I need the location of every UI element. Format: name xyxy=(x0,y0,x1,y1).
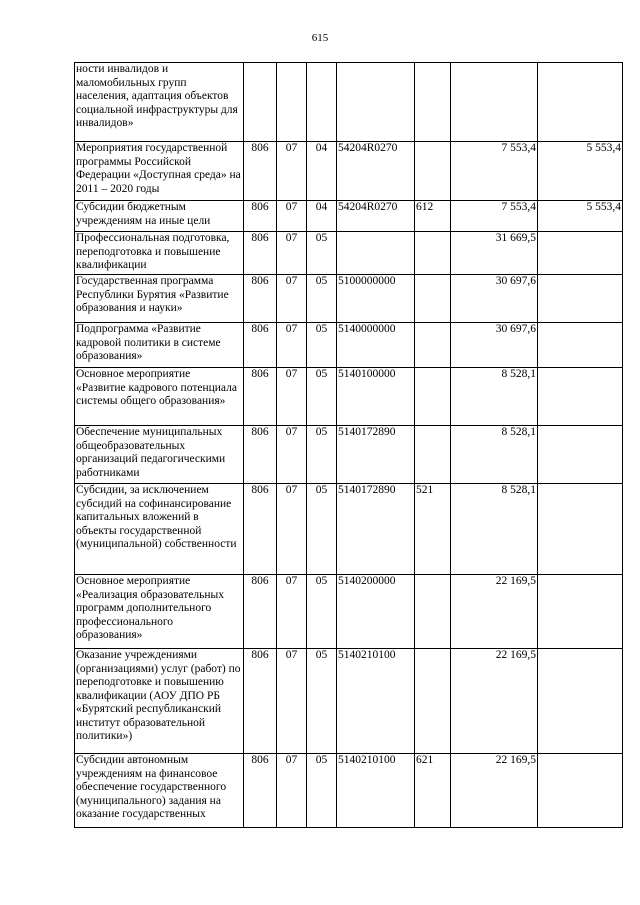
table-row xyxy=(75,484,623,575)
cell-target-article: 5140000000 xyxy=(337,323,415,368)
cell-amount xyxy=(451,63,538,142)
page-number: 615 xyxy=(311,32,329,44)
cell-amount: 8 528,1 xyxy=(451,484,538,575)
cell-expense-type xyxy=(415,575,451,649)
cell-section: 07 xyxy=(277,754,307,828)
cell-expense-type xyxy=(415,232,451,275)
cell-admin-code: 806 xyxy=(244,368,277,426)
cell-amount-federal xyxy=(538,575,623,649)
cell-target-article: 5140200000 xyxy=(337,575,415,649)
cell-subsection: 05 xyxy=(307,368,337,426)
cell-subsection: 05 xyxy=(307,649,337,754)
cell-target-article: 5140100000 xyxy=(337,368,415,426)
cell-subsection: 05 xyxy=(307,575,337,649)
cell-section: 07 xyxy=(277,368,307,426)
cell-admin-code: 806 xyxy=(244,484,277,575)
cell-section: 07 xyxy=(277,484,307,575)
cell-expense-type: 612 xyxy=(415,201,451,232)
cell-section: 07 xyxy=(277,275,307,323)
cell-name: Основное мероприятие «Развитие кадрового потенциала системы общего образования» xyxy=(75,368,244,426)
cell-expense-type: 621 xyxy=(415,754,451,828)
cell-name: Субсидии бюджетным учреждениям на иные цели xyxy=(75,201,244,232)
cell-admin-code: 806 xyxy=(244,232,277,275)
cell-admin-code: 806 xyxy=(244,142,277,201)
cell-name: Мероприятия государственной программы Российской Федерации «Доступная среда» на 2011 – 2020 годы xyxy=(75,142,244,201)
cell-section: 07 xyxy=(277,426,307,484)
cell-amount-federal: 5 553,4 xyxy=(538,201,623,232)
cell-admin-code xyxy=(244,63,277,142)
cell-target-article: 5140210100 xyxy=(337,649,415,754)
cell-subsection: 05 xyxy=(307,275,337,323)
cell-name: Профессиональная подготовка, переподготовка и повышение квалификации xyxy=(75,232,244,275)
cell-name: Государственная программа Республики Бурятия «Развитие образования и науки» xyxy=(75,275,244,323)
cell-name: Оказание учреждениями (организациями) услуг (работ) по переподготовке и повышению квалификации (АОУ ДПО РБ «Бурятский республиканский институт образовательной политики») xyxy=(75,649,244,754)
table-row xyxy=(75,232,623,275)
table-row xyxy=(75,426,623,484)
cell-amount-federal: 5 553,4 xyxy=(538,142,623,201)
cell-target-article xyxy=(337,232,415,275)
table-row xyxy=(75,323,623,368)
table-row xyxy=(75,754,623,828)
cell-name: Обеспечение муниципальных общеобразовательных организаций педагогическими работниками xyxy=(75,426,244,484)
cell-admin-code: 806 xyxy=(244,575,277,649)
cell-expense-type xyxy=(415,649,451,754)
cell-amount: 7 553,4 xyxy=(451,201,538,232)
cell-section xyxy=(277,63,307,142)
table-row xyxy=(75,201,623,232)
cell-amount-federal xyxy=(538,323,623,368)
cell-admin-code: 806 xyxy=(244,201,277,232)
cell-name: Основное мероприятие «Реализация образовательных программ дополнительного профессионального образования» xyxy=(75,575,244,649)
cell-section: 07 xyxy=(277,201,307,232)
cell-amount-federal xyxy=(538,368,623,426)
cell-expense-type xyxy=(415,275,451,323)
cell-subsection: 05 xyxy=(307,754,337,828)
cell-amount-federal xyxy=(538,232,623,275)
table-row xyxy=(75,368,623,426)
budget-table-body xyxy=(75,63,623,828)
cell-subsection: 05 xyxy=(307,484,337,575)
cell-amount-federal xyxy=(538,649,623,754)
cell-expense-type xyxy=(415,426,451,484)
cell-subsection: 04 xyxy=(307,142,337,201)
cell-target-article: 54204R0270 xyxy=(337,142,415,201)
cell-target-article: 54204R0270 xyxy=(337,201,415,232)
cell-subsection: 05 xyxy=(307,426,337,484)
cell-amount: 30 697,6 xyxy=(451,275,538,323)
cell-section: 07 xyxy=(277,142,307,201)
cell-amount: 22 169,5 xyxy=(451,649,538,754)
cell-subsection xyxy=(307,63,337,142)
cell-target-article: 5140172890 xyxy=(337,426,415,484)
cell-target-article: 5100000000 xyxy=(337,275,415,323)
cell-subsection: 05 xyxy=(307,232,337,275)
cell-admin-code: 806 xyxy=(244,426,277,484)
table-row xyxy=(75,142,623,201)
cell-name: Субсидии, за исключением субсидий на софинансирование капитальных вложений в объекты государственной (муниципальной) собственности xyxy=(75,484,244,575)
table-row xyxy=(75,575,623,649)
cell-subsection: 04 xyxy=(307,201,337,232)
cell-target-article: 5140210100 xyxy=(337,754,415,828)
cell-name: Субсидии автономным учреждениям на финансовое обеспечение государственного (муниципального) задания на оказание государственных xyxy=(75,754,244,828)
cell-section: 07 xyxy=(277,649,307,754)
cell-expense-type xyxy=(415,368,451,426)
cell-amount: 22 169,5 xyxy=(451,754,538,828)
cell-admin-code: 806 xyxy=(244,649,277,754)
cell-section: 07 xyxy=(277,575,307,649)
cell-amount: 30 697,6 xyxy=(451,323,538,368)
cell-amount: 7 553,4 xyxy=(451,142,538,201)
cell-expense-type xyxy=(415,142,451,201)
cell-amount: 22 169,5 xyxy=(451,575,538,649)
cell-admin-code: 806 xyxy=(244,754,277,828)
cell-expense-type: 521 xyxy=(415,484,451,575)
cell-amount: 31 669,5 xyxy=(451,232,538,275)
cell-subsection: 05 xyxy=(307,323,337,368)
cell-amount-federal xyxy=(538,484,623,575)
cell-expense-type xyxy=(415,63,451,142)
cell-target-article xyxy=(337,63,415,142)
cell-amount: 8 528,1 xyxy=(451,368,538,426)
cell-amount-federal xyxy=(538,63,623,142)
cell-name: Подпрограмма «Развитие кадровой политики в системе образования» xyxy=(75,323,244,368)
cell-section: 07 xyxy=(277,323,307,368)
table-row xyxy=(75,63,623,142)
table-row xyxy=(75,275,623,323)
cell-amount: 8 528,1 xyxy=(451,426,538,484)
cell-expense-type xyxy=(415,323,451,368)
cell-target-article: 5140172890 xyxy=(337,484,415,575)
cell-amount-federal xyxy=(538,275,623,323)
cell-amount-federal xyxy=(538,426,623,484)
budget-table xyxy=(74,62,623,828)
cell-admin-code: 806 xyxy=(244,275,277,323)
table-row xyxy=(75,649,623,754)
cell-name: ности инвалидов и маломобильных групп населения, адаптация объектов социальной инфраструктуры для инвалидов» xyxy=(75,63,244,142)
cell-admin-code: 806 xyxy=(244,323,277,368)
cell-section: 07 xyxy=(277,232,307,275)
cell-amount-federal xyxy=(538,754,623,828)
